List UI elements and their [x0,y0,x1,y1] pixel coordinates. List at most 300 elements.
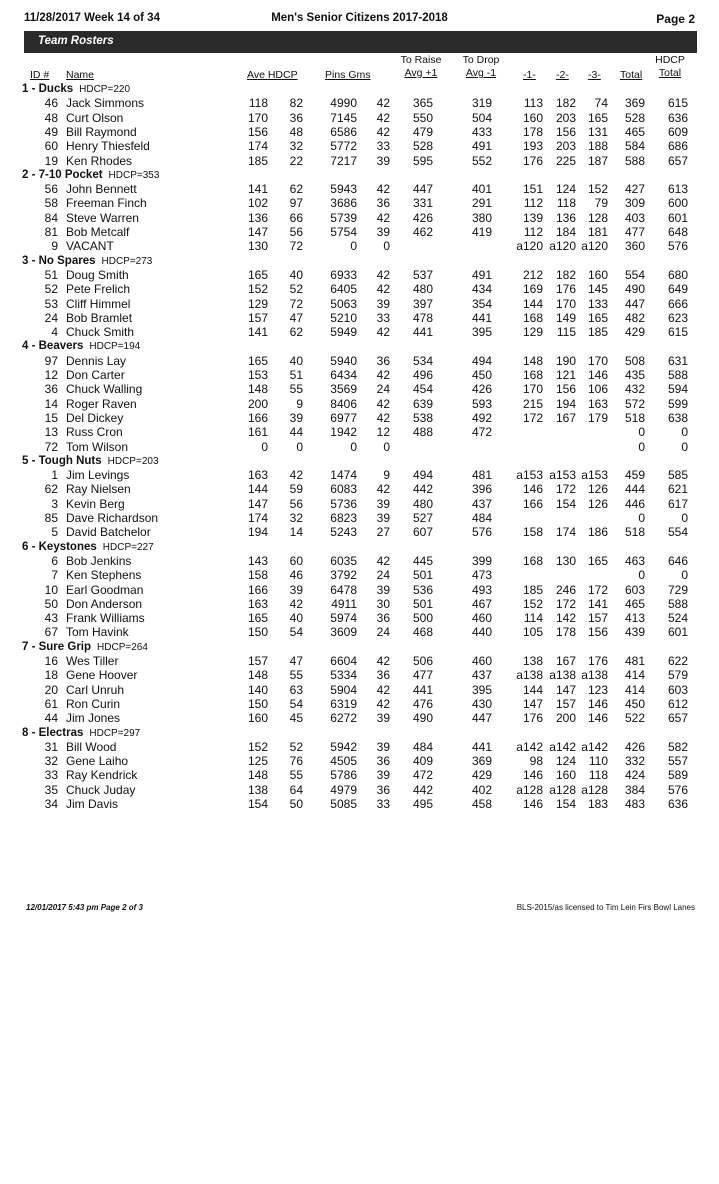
cell-ave: 144 [247,482,268,497]
cell-g2: 167 [555,654,576,668]
cell-name: Jim Jones [66,711,121,726]
cell-htotal: 613 [667,182,688,197]
cell-drop: 319 [471,96,492,111]
cell-g3: 126 [587,482,608,497]
cell-id: 12 [44,368,58,382]
cell-raise: 472 [412,768,433,783]
cell-gms: 39 [376,296,390,311]
cell-htotal: 588 [667,368,688,382]
cell-g3: 186 [587,525,608,540]
cell-raise: 484 [412,739,433,754]
cell-ave: 129 [247,296,268,311]
cell-raise: 462 [412,225,433,239]
cell-g1: 152 [522,596,543,611]
cell-htotal: 649 [667,282,688,297]
cell-raise: 537 [412,267,433,282]
cell-g1: 176 [522,153,543,168]
cell-name: Don Carter [66,368,125,382]
cell-total: 0 [638,425,645,440]
cell-name: Bill Wood [66,739,117,754]
cell-g3: 176 [587,654,608,668]
cell-hdcp: 32 [289,139,303,154]
cell-drop: 450 [471,368,492,382]
cell-pins: 5772 [330,139,357,154]
cell-name: Jim Davis [66,797,119,811]
cell-g1: 215 [522,396,543,411]
cell-id: 84 [44,210,58,225]
cell-pins: 6319 [330,696,357,711]
cell-total: 447 [624,296,645,311]
cell-pins: 5210 [330,310,357,325]
cell-htotal: 615 [667,96,688,111]
cell-gms: 42 [376,210,390,225]
cell-pins: 4505 [330,754,357,769]
cell-id: 9 [51,239,58,254]
cell-raise: 639 [412,396,433,411]
cell-id: 16 [44,654,58,668]
cell-total: 414 [624,668,645,683]
cell-g2: 200 [555,711,576,726]
cell-id: 53 [44,296,58,311]
cell-pins: 6604 [330,654,357,668]
cell-total: 490 [624,282,645,297]
cell-id: 33 [44,768,58,783]
cell-hdcp: 55 [289,668,303,683]
cell-ave: 161 [247,425,268,440]
cell-ave: 185 [247,153,268,168]
cell-id: 24 [44,310,58,325]
cell-gms: 42 [376,282,390,297]
cell-g3: a138 [581,668,608,683]
cell-ave: 153 [247,368,268,382]
cell-drop: 429 [471,768,492,783]
cell-name: Henry Thiesfeld [66,139,150,154]
col-hdcp-total-2: Total [658,67,682,79]
cell-drop: 437 [471,668,492,683]
cell-g2: 157 [555,696,576,711]
cell-g1: a153 [516,468,543,483]
cell-g1: 168 [522,310,543,325]
cell-g2: 225 [555,153,576,168]
cell-pins: 5736 [330,496,357,511]
team-name: 2 - 7-10 Pocket [22,168,103,181]
cell-total: 481 [624,654,645,668]
cell-g1: 148 [522,353,543,368]
team-header [22,254,152,269]
cell-name: Ron Curin [66,696,121,711]
cell-total: 528 [624,110,645,125]
cell-pins: 5942 [330,739,357,754]
cell-g2: a153 [549,468,576,483]
cell-g2: 154 [555,496,576,511]
cell-htotal: 648 [667,225,688,239]
cell-g2: 182 [555,267,576,282]
cell-g3: 183 [587,797,608,811]
cell-drop: 426 [471,382,492,397]
cell-hdcp: 9 [296,396,303,411]
cell-total: 463 [624,553,645,568]
cell-hdcp: 54 [289,696,303,711]
cell-raise: 445 [412,553,433,568]
cell-g2: 154 [555,797,576,811]
cell-ave: 174 [247,139,268,154]
cell-drop: 434 [471,282,492,297]
cell-pins: 6035 [330,553,357,568]
cell-g2: 246 [555,582,576,597]
cell-gms: 39 [376,711,390,726]
cell-name: Ken Rhodes [66,153,133,168]
cell-g3: 141 [587,596,608,611]
cell-gms: 42 [376,267,390,282]
cell-g3: 74 [594,96,608,111]
team-name: 5 - Tough Nuts [22,454,102,467]
cell-g2: 121 [555,368,576,382]
cell-htotal: 0 [681,511,688,525]
cell-htotal: 0 [681,439,688,454]
cell-g3: 146 [587,696,608,711]
cell-total: 450 [624,696,645,711]
cell-id: 18 [44,668,58,683]
cell-hdcp: 59 [289,482,303,497]
cell-g2: 167 [555,410,576,425]
cell-gms: 42 [376,553,390,568]
cell-total: 403 [624,210,645,225]
cell-name: John Bennett [66,182,137,197]
team-header [22,726,140,741]
cell-g3: 106 [587,382,608,397]
cell-drop: 481 [471,468,492,483]
cell-g1: a128 [516,782,543,797]
cell-name: Curt Olson [66,110,124,125]
cell-raise: 441 [412,682,433,697]
cell-hdcp: 55 [289,768,303,783]
cell-pins: 6977 [330,410,357,425]
cell-ave: 160 [247,711,268,726]
cell-hdcp: 45 [289,711,303,726]
cell-id: 46 [44,96,58,111]
cell-pins: 0 [350,239,357,254]
col-to-drop-2: Avg -1 [465,67,497,79]
cell-pins: 6083 [330,482,357,497]
cell-gms: 9 [383,468,390,483]
cell-total: 588 [624,153,645,168]
cell-name: Cliff Himmel [66,296,131,311]
cell-raise: 478 [412,310,433,325]
cell-g3: 165 [587,310,608,325]
cell-htotal: 636 [667,797,688,811]
cell-htotal: 601 [667,625,688,640]
cell-total: 432 [624,382,645,397]
cell-htotal: 0 [681,425,688,440]
cell-id: 56 [44,182,58,197]
cell-gms: 39 [376,496,390,511]
cell-raise: 480 [412,496,433,511]
cell-name: Wes Tiller [66,654,119,668]
cell-ave: 148 [247,768,268,783]
cell-g2: 156 [555,382,576,397]
team-header [22,540,154,555]
cell-pins: 5943 [330,182,357,197]
cell-id: 43 [44,611,58,626]
cell-gms: 27 [376,525,390,540]
cell-name: Gene Laiho [66,754,129,769]
cell-drop: 460 [471,654,492,668]
cell-gms: 42 [376,182,390,197]
report-title: Men's Senior Citizens 2017-2018 [271,12,448,24]
cell-hdcp: 63 [289,682,303,697]
cell-raise: 607 [412,525,433,540]
report-date-week: 11/28/2017 Week 14 of 34 [24,12,160,24]
cell-htotal: 612 [667,696,688,711]
col-hdcp-total-1: HDCP [655,54,685,66]
cell-name: Bob Bramlet [66,310,133,325]
cell-g2: 115 [556,325,576,340]
col-game1: -1- [523,69,536,81]
cell-raise: 550 [412,110,433,125]
cell-htotal: 0 [681,568,688,583]
cell-g3: 123 [587,682,608,697]
cell-ave: 174 [247,511,268,525]
cell-raise: 397 [412,296,433,311]
cell-total: 439 [624,625,645,640]
cell-drop: 441 [471,310,492,325]
cell-hdcp: 60 [289,553,303,568]
cell-id: 34 [44,797,58,811]
cell-gms: 24 [376,625,390,640]
cell-name: Tom Wilson [66,439,129,454]
cell-pins: 7217 [330,153,357,168]
cell-gms: 12 [376,425,390,440]
cell-ave: 152 [247,282,268,297]
cell-name: Freeman Finch [66,196,147,211]
cell-name: Chuck Juday [66,782,136,797]
cell-g3: 133 [587,296,608,311]
cell-pins: 7145 [330,110,357,125]
cell-g2: a142 [549,739,576,754]
cell-g1: 178 [522,124,543,139]
cell-gms: 36 [376,668,390,683]
cell-g3: 187 [587,153,608,168]
cell-ave: 165 [247,611,268,626]
cell-g3: 152 [587,182,608,197]
cell-ave: 0 [261,439,268,454]
cell-g3: 146 [587,368,608,382]
cell-htotal: 557 [667,754,688,769]
cell-htotal: 603 [667,682,688,697]
cell-drop: 493 [471,582,492,597]
cell-id: 35 [44,782,58,797]
cell-raise: 495 [412,797,433,811]
cell-drop: 473 [471,568,492,583]
cell-id: 51 [44,267,58,282]
cell-g3: a128 [581,782,608,797]
cell-hdcp: 82 [289,96,303,111]
cell-g1: 129 [522,325,543,340]
cell-gms: 36 [376,196,390,211]
cell-raise: 528 [412,139,433,154]
cell-g3: 128 [587,210,608,225]
cell-raise: 426 [412,210,433,225]
cell-pins: 6434 [330,368,357,382]
cell-g2: 172 [555,482,576,497]
cell-g3: 145 [587,282,608,297]
cell-g2: 136 [555,210,576,225]
cell-g2: 203 [555,110,576,125]
cell-drop: 447 [471,711,492,726]
cell-total: 369 [624,96,645,111]
cell-htotal: 622 [667,654,688,668]
cell-ave: 166 [247,410,268,425]
cell-id: 72 [44,439,58,454]
cell-htotal: 623 [667,310,688,325]
cell-ave: 165 [247,267,268,282]
col-id: ID # [30,69,50,81]
cell-hdcp: 39 [289,410,303,425]
cell-hdcp: 76 [289,754,303,769]
cell-name: Frank Williams [66,611,145,626]
cell-name: Chuck Walling [66,382,143,397]
cell-ave: 138 [247,782,268,797]
cell-id: 67 [44,625,58,640]
cell-g2: 190 [555,353,576,368]
cell-total: 444 [624,482,645,497]
cell-id: 44 [44,711,58,726]
cell-pins: 6823 [330,511,357,525]
cell-id: 20 [44,682,58,697]
cell-hdcp: 40 [289,353,303,368]
cell-id: 58 [44,196,58,211]
cell-pins: 4979 [330,782,357,797]
cell-gms: 36 [376,754,390,769]
cell-id: 3 [51,496,58,511]
cell-drop: 552 [471,153,492,168]
cell-raise: 480 [412,282,433,297]
cell-htotal: 594 [667,382,688,397]
team-name: 1 - Ducks [22,83,74,95]
col-game3: -3- [588,69,601,81]
cell-gms: 42 [376,124,390,139]
cell-pins: 5243 [330,525,357,540]
team-hdcp: HDCP=220 [79,84,130,95]
cell-hdcp: 48 [289,124,303,139]
cell-hdcp: 32 [289,511,303,525]
cell-id: 7 [51,568,58,583]
cell-raise: 331 [412,196,433,211]
cell-pins: 3569 [330,382,357,397]
cell-g1: 166 [522,496,543,511]
cell-ave: 158 [247,568,268,583]
cell-total: 483 [624,797,645,811]
cell-g1: 168 [522,368,543,382]
cell-hdcp: 62 [289,182,303,197]
cell-drop: 395 [471,682,492,697]
cell-raise: 500 [412,611,433,626]
cell-id: 62 [44,482,58,497]
cell-g2: 156 [555,124,576,139]
cell-htotal: 599 [667,396,688,411]
cell-id: 6 [51,553,58,568]
cell-hdcp: 56 [289,496,303,511]
cell-g3: 156 [587,625,608,640]
cell-pins: 1942 [330,425,357,440]
cell-raise: 506 [412,654,433,668]
footer-license: BLS-2015/as licensed to Tim Lein Firs Bowl Lanes [516,903,695,912]
cell-raise: 494 [412,468,433,483]
cell-hdcp: 0 [296,439,303,454]
cell-htotal: 589 [667,768,688,783]
cell-htotal: 680 [667,267,688,282]
cell-pins: 6933 [330,267,357,282]
cell-raise: 595 [412,153,433,168]
cell-total: 414 [624,682,645,697]
cell-id: 5 [51,525,58,540]
cell-total: 465 [624,596,645,611]
cell-ave: 156 [247,124,268,139]
cell-name: Bob Jenkins [66,553,132,568]
cell-pins: 4990 [330,96,357,111]
cell-g2: 174 [555,525,576,540]
cell-total: 0 [638,568,645,583]
team-hdcp: HDCP=353 [108,169,160,181]
cell-drop: 460 [471,611,492,626]
cell-id: 48 [44,110,58,125]
cell-name: Ken Stephens [66,568,142,583]
cell-gms: 0 [383,439,390,454]
cell-g3: 165 [587,110,608,125]
cell-drop: 419 [471,225,492,239]
cell-ave: 150 [247,696,268,711]
cell-ave: 157 [247,310,268,325]
cell-gms: 42 [376,368,390,382]
cell-pins: 5904 [330,682,357,697]
cell-raise: 501 [412,596,433,611]
cell-g1: 169 [522,282,543,297]
cell-drop: 402 [471,782,492,797]
cell-gms: 39 [376,153,390,168]
cell-g2: 170 [555,296,576,311]
cell-hdcp: 54 [289,625,303,640]
cell-pins: 5085 [330,797,357,811]
cell-g1: 172 [522,410,543,425]
cell-gms: 42 [376,682,390,697]
team-hdcp: HDCP=227 [102,541,154,553]
cell-pins: 5974 [330,611,357,626]
cell-hdcp: 47 [289,654,303,668]
cell-htotal: 657 [667,711,688,726]
cell-gms: 24 [376,568,390,583]
cell-name: Del Dickey [66,410,124,425]
cell-hdcp: 52 [289,739,303,754]
cell-raise: 441 [412,325,433,340]
team-header [22,339,140,354]
team-hdcp: HDCP=203 [107,455,159,467]
cell-name: Kevin Berg [66,496,125,511]
cell-ave: 148 [247,668,268,683]
cell-g1: 170 [522,382,543,397]
cell-g1: 138 [522,654,543,668]
cell-ave: 136 [247,210,268,225]
cell-g3: 165 [587,553,608,568]
cell-id: 4 [51,325,58,340]
team-hdcp: HDCP=264 [97,641,148,653]
cell-gms: 36 [376,611,390,626]
cell-drop: 491 [471,267,492,282]
cell-hdcp: 51 [289,368,303,382]
team-hdcp: HDCP=297 [89,727,141,739]
cell-name: Ray Nielsen [66,482,131,497]
cell-raise: 501 [412,568,433,583]
cell-g2: 124 [555,182,576,197]
